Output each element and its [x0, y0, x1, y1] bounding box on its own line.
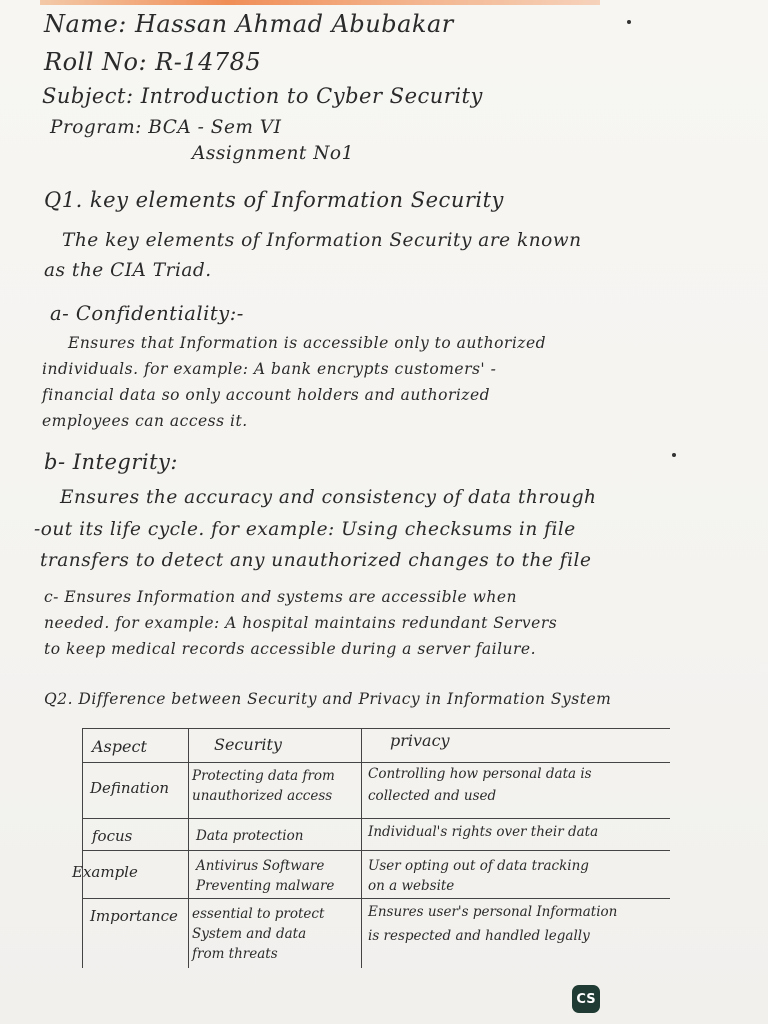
table-row-security: from threats — [192, 946, 278, 962]
integrity-heading: b- Integrity: — [44, 450, 178, 474]
q1-intro-line-1: The key elements of Information Security are known — [62, 230, 582, 251]
table-row-aspect: Example — [72, 863, 138, 881]
table-row-privacy: Ensures user's personal Information — [368, 904, 618, 920]
table-row-divider — [82, 850, 670, 851]
table-row-privacy: Individual's rights over their data — [368, 824, 599, 840]
q1-intro-line-2: as the CIA Triad. — [44, 260, 212, 281]
table-col-divider — [82, 728, 83, 968]
table-col-divider — [188, 728, 189, 968]
table-row-privacy: User opting out of data tracking — [368, 858, 589, 874]
integrity-line-3: transfers to detect any unauthorized changes to the file — [40, 550, 592, 571]
student-name: Name: Hassan Ahmad Abubakar — [44, 10, 454, 38]
ink-dot — [672, 453, 676, 457]
table-row-privacy: is respected and handled legally — [368, 928, 590, 944]
table-row-privacy: collected and used — [368, 788, 497, 804]
confidentiality-line-1: Ensures that Information is accessible only to authorized — [68, 334, 547, 352]
roll-number: Roll No: R-14785 — [44, 48, 262, 76]
table-row-aspect: focus — [92, 827, 133, 845]
page-top-edge — [40, 0, 600, 5]
table-border-top — [82, 728, 670, 729]
table-row-security: Protecting data from — [192, 768, 335, 784]
assignment-title: Assignment No1 — [192, 143, 354, 164]
table-row-security: unauthorized access — [192, 788, 333, 804]
table-header-privacy: privacy — [390, 731, 450, 750]
table-row-security: Data protection — [196, 828, 304, 844]
q2-title: Q2. Difference between Security and Privacy in Information System — [44, 690, 612, 708]
table-row-security: Antivirus Software — [196, 858, 325, 874]
confidentiality-heading: a- Confidentiality:- — [50, 302, 244, 325]
confidentiality-line-4: employees can access it. — [42, 412, 248, 430]
table-row-aspect: Importance — [90, 907, 178, 925]
table-header-aspect: Aspect — [92, 737, 147, 756]
table-row-privacy: Controlling how personal data is — [368, 766, 592, 782]
integrity-line-2: -out its life cycle. for example: Using checksums in file — [34, 519, 576, 540]
subject: Subject: Introduction to Cyber Security — [42, 84, 483, 108]
confidentiality-line-2: individuals. for example: A bank encrypts customers' - — [42, 360, 497, 378]
table-col-divider — [361, 728, 362, 968]
table-row-divider — [82, 818, 670, 819]
table-header-security: Security — [214, 735, 282, 754]
availability-line-2: needed. for example: A hospital maintains redundant Servers — [44, 614, 558, 632]
table-row-divider — [82, 898, 670, 899]
program: Program: BCA - Sem VI — [50, 117, 282, 138]
table-row-security: System and data — [192, 926, 307, 942]
integrity-line-1: Ensures the accuracy and consistency of data through — [60, 487, 597, 508]
table-row-security: Preventing malware — [196, 878, 335, 894]
availability-line-1: c- Ensures Information and systems are accessible when — [44, 588, 517, 606]
availability-line-3: to keep medical records accessible during a server failure. — [44, 640, 537, 658]
ink-dot — [627, 20, 631, 24]
table-row-divider — [82, 762, 670, 763]
q1-title: Q1. key elements of Information Security — [44, 188, 504, 212]
camscanner-logo-icon: CS — [572, 985, 600, 1013]
table-row-aspect: Defination — [90, 779, 170, 797]
confidentiality-line-3: financial data so only account holders and authorized — [42, 386, 491, 404]
table-row-security: essential to protect — [192, 906, 325, 922]
table-row-privacy: on a website — [368, 878, 455, 894]
